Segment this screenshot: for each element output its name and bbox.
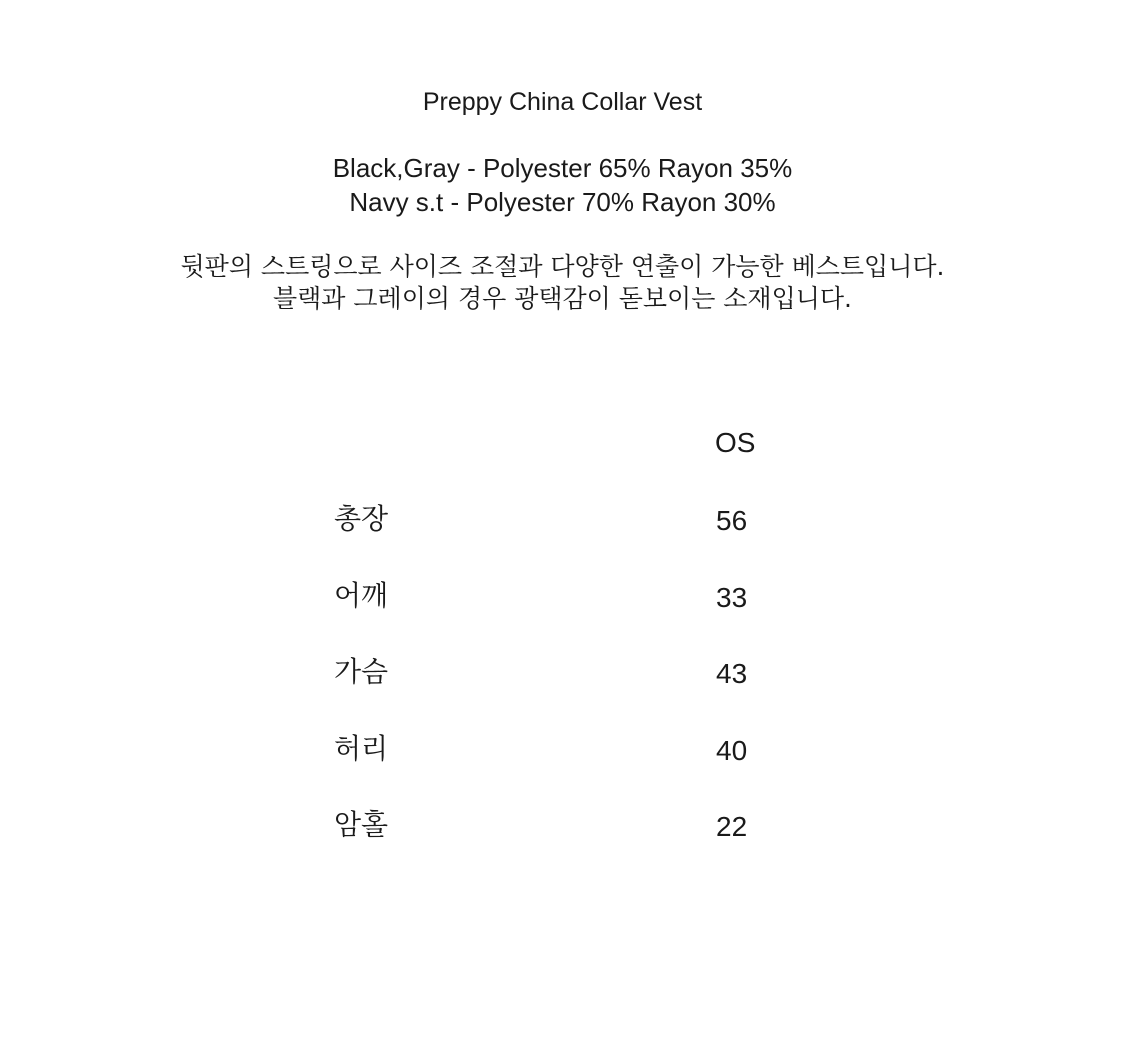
size-row	[0, 655, 1125, 694]
description-line-1: 뒷판의 스트링으로 사이즈 조절과 다양한 연출이 가능한 베스트입니다.	[180, 252, 945, 281]
size-row	[0, 732, 1125, 771]
description-line-2: 블랙과 그레이의 경우 광택감이 돋보이는 소재입니다.	[273, 284, 852, 313]
size-column-header: OS	[715, 427, 756, 458]
size-row-label: 어깨	[334, 579, 389, 612]
size-row	[0, 502, 1125, 541]
size-row-label: 가슴	[334, 655, 389, 688]
size-row-label: 허리	[334, 732, 389, 765]
size-row	[0, 808, 1125, 847]
product-title: Preppy China Collar Vest	[422, 88, 703, 116]
size-row-value: 43	[716, 658, 748, 689]
size-row-value: 40	[716, 735, 748, 766]
size-row	[0, 579, 1125, 618]
size-row-label: 총장	[334, 502, 389, 535]
size-row-label: 암홀	[334, 808, 389, 841]
size-row-value: 22	[716, 811, 748, 842]
size-row-value: 33	[716, 582, 748, 613]
material-line-navy: Navy s.t - Polyester 70% Rayon 30%	[349, 187, 776, 217]
material-line-black-gray: Black,Gray - Polyester 65% Rayon 35%	[332, 153, 793, 183]
size-row-value: 56	[716, 505, 748, 536]
